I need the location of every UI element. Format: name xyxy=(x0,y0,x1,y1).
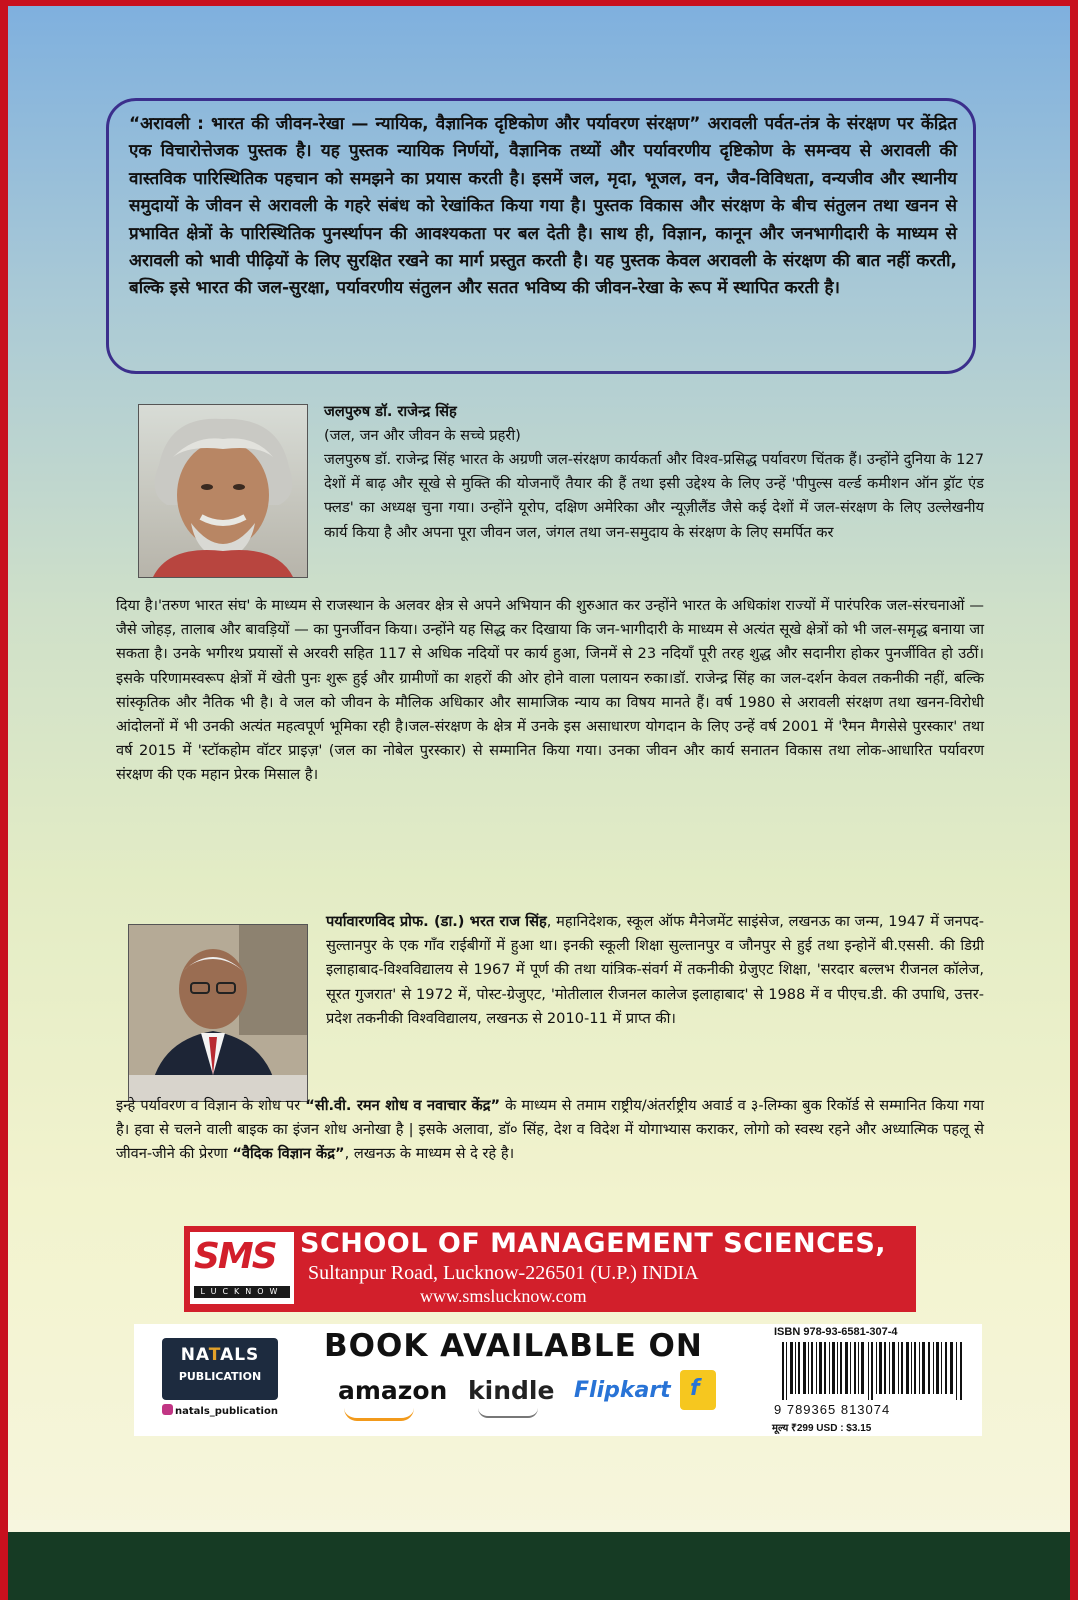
footer-strip xyxy=(8,1520,1070,1532)
natals-logo-b: ALS xyxy=(220,1345,260,1365)
sms-school-name: SCHOOL OF MANAGEMENT SCIENCES, xyxy=(300,1228,887,1259)
author2-bio-column xyxy=(326,910,984,1031)
author2-bio-part2-a: इन्हे पर्यावरण व विज्ञान के शोध पर xyxy=(116,1097,306,1114)
natals-logo-name xyxy=(162,1345,278,1365)
author2-bio-part2-container xyxy=(116,1094,984,1167)
instagram-handle xyxy=(162,1404,278,1417)
vedic-vigyan-centre: “वैदिक विज्ञान केंद्र” xyxy=(232,1145,345,1163)
footer-bar xyxy=(8,1532,1070,1600)
sms-website: www.smslucknow.com xyxy=(420,1286,587,1306)
kindle-logo: kindle xyxy=(468,1376,555,1405)
cv-raman-centre: “सी.वी. रमन शोध व नवाचार केंद्र” xyxy=(305,1097,501,1114)
instagram-icon xyxy=(162,1404,173,1415)
natals-logo-a: NA xyxy=(180,1345,209,1365)
author2-bio-full xyxy=(116,1094,984,1167)
author1-bio-part2: दिया है।'तरुण भारत संघ' के माध्यम से राजस्थान के अलवर क्षेत्र से अपने अभियान की शुरुआत कर उन्होंने भारत के अधिकांश राज्यों में पारंपरिक जल-संरचनाओं — जैसे जोहड़, तालाब और बावड़ियों — का पुनर्जीवन किया। उन्होंने यह सिद्ध कर दिखाया कि जन-भागीदारी के माध्यम से अत्यंत सूखे क्षेत्रों को भी जल-समृद्ध बनाया जा सकता है। उनके भगीरथ प्रयासों से अरवरी सहित 117 से अधिक नदियों पर कार्य हुआ, जिनमें से 23 नदियाँ पूरी तरह शुद्ध और सदानीरा होकर पुनर्जीवित हो उठीं। इसके परिणामस्वरूप क्षेत्रों में खेती पुनः शुरू हुई और ग्रामीणों का शहरों की ओर होने वाला पलायन रुका।डॉ. राजेन्द्र सिंह का जल-दर्शन केवल तकनीकी नहीं, बल्कि सांस्कृतिक और नैतिक भी है। वे जल को जीवन के मौलिक अधिकार और सामाजिक न्याय का विषय मानते हैं। वर्ष 1980 से अरावली संरक्षण तथा खनन-विरोधी आंदोलनों में भी उनकी अत्यंत महत्वपूर्ण भूमिका रही है।जल-संरक्षण के क्षेत्र में उनके इस असाधारण योगदान के लिए उन्हें वर्ष 2001 में 'रैमन मैगसेसे पुरस्कार' तथा वर्ष 2015 में 'स्टॉकहोम वॉटर प्राइज़' (जल का नोबेल पुरस्कार) से सम्मानित किया गया। उनका जीवन और कार्य सनातन विकास तथा लोक-आधारित पर्यावरण संरक्षण की एक महान प्रेरक मिसाल है। xyxy=(116,597,984,784)
natals-logo-t: T xyxy=(208,1345,221,1365)
author2-bio-part2-b: के माध्यम से तमाम राष्ट्रीय/अंतर्राष्ट्रीय अवार्ड व ३-लिम्का बुक रिकॉर्ड से सम्मानित किया गया है। हवा से चलने वाली बाइक का इंजन शोध अनोखा है | इसके अलावा, डॉ० सिंह, देश व विदेश में योगाभ्यास कराकर, लोगो को स्वस्थ रहने और अध्यात्मिक पहलू से जीवन-जीने की प्रेरणा xyxy=(116,1097,984,1163)
flipkart-bag-letter: f xyxy=(690,1376,700,1401)
author1-tagline: (जल, जन और जीवन के सच्चे प्रहरी) xyxy=(324,427,521,445)
author2-bio-part1: , महानिदेशक, स्कूल ऑफ मैनेजमेंट साइंसेज, लखनऊ का जन्म, 1947 में जनपद-सुल्तानपुर के एक गाँव राईबीगों में हुआ था। इनकी स्कूली शिक्षा सुल्तानपुर व जौनपुर से हुई तथा इन्होनें बी.एससी. की डिग्री इलाहाबाद-विश्वविद्यालय से 1967 में पूर्ण की तथा यांत्रिक-संवर्ग में तकनीकी ग्रेजुएट शिक्षा, 'सरदार बल्लभ रीजनल कॉलेज, सूरत गुजरात' से 1972 में, पोस्ट-ग्रेजुएट, 'मोतीलाल रीजनल कालेज इलाहाबाद' से 1988 में व पीएच.डी. की उपाधि, उत्तर-प्रदेश तकनीकी विश्वविद्यालय, लखनऊ से 2010-11 में प्राप्त की। xyxy=(326,913,984,1027)
book-blurb-box xyxy=(106,98,976,374)
amazon-logo: amazon xyxy=(338,1376,448,1405)
kindle-smile-icon xyxy=(478,1408,538,1418)
author1-photo xyxy=(138,404,308,578)
instagram-handle-text: natals_publication xyxy=(175,1406,278,1417)
book-available-heading: BOOK AVAILABLE ON xyxy=(324,1328,703,1364)
sms-logo xyxy=(190,1232,294,1304)
flipkart-logo: Flipkart xyxy=(574,1378,671,1403)
author1-name: जलपुरुष डॉ. राजेन्द्र सिंह xyxy=(324,403,457,420)
natals-publication-logo xyxy=(162,1338,278,1400)
sms-logo-letters: SMS xyxy=(194,1236,276,1277)
author2-photo xyxy=(128,924,308,1102)
natals-logo-publication: PUBLICATION xyxy=(178,1370,262,1383)
author2-bio-part1-container xyxy=(326,910,984,1031)
author2-name: पर्यावारणविद प्रोफ. (डा.) भरत राज सिंह xyxy=(326,913,547,930)
sms-address: Sultanpur Road, Lucknow-226501 (U.P.) INDIA xyxy=(308,1262,699,1284)
barcode-digits: 9 789365 813074 xyxy=(774,1402,891,1417)
author1-bio-full xyxy=(116,594,984,788)
amazon-smile-icon xyxy=(344,1408,414,1421)
sms-logo-sub: LUCKNOW xyxy=(194,1286,290,1298)
flipkart-bag-icon xyxy=(680,1370,716,1410)
price-label: मूल्य ₹299 USD : $3.15 xyxy=(772,1423,872,1434)
sms-banner xyxy=(184,1226,916,1312)
author2-bio-part2-c: , लखनऊ के माध्यम से दे रहे है। xyxy=(344,1145,515,1163)
barcode-icon xyxy=(782,1342,964,1400)
availability-panel xyxy=(134,1324,982,1436)
isbn-label: ISBN 978-93-6581-307-4 xyxy=(774,1326,898,1338)
book-blurb-text: “अरावली : भारत की जीवन-रेखा — न्यायिक, वैज्ञानिक दृष्टिकोण और पर्यावरण संरक्षण” अरावली पर्वत-तंत्र के संरक्षण पर केंद्रित एक विचारोत्तेजक पुस्तक है। यह पुस्तक न्यायिक निर्णयों, वैज्ञानिक तथ्यों और पर्यावरणीय दृष्टिकोण के समन्वय से अरावली की वास्तविक पारिस्थितिक पहचान को समझने का प्रयास करती है। इसमें जल, मृदा, भूजल, वन, जैव-विविधता, वन्यजीव और स्थानीय समुदायों के जीवन से अरावली के गहरे संबंध को रेखांकित किया गया है। पुस्तक विकास और संरक्षण के बीच संतुलन तथा खनन से प्रभावित क्षेत्रों के पारिस्थितिक पुनर्स्थापन की आवश्यकता पर बल देती है। साथ ही, विज्ञान, कानून और जनभागीदारी के माध्यम से अरावली को भावी पीढ़ियों के लिए सुरक्षित रखने का मार्ग प्रस्तुत करती है। यह पुस्तक केवल अरावली के संरक्षण की बात नहीं करती, बल्कि इसे भारत की जल-सुरक्षा, पर्यावरणीय संतुलन और सतत भविष्य की जीवन-रेखा के रूप में स्थापित करती है। xyxy=(129,114,957,299)
author1-bio-part1: जलपुरुष डॉ. राजेन्द्र सिंह भारत के अग्रणी जल-संरक्षण कार्यकर्ता और विश्व-प्रसिद्ध पर्यावरण चिंतक हैं। उन्होंने दुनिया के 127 देशों में बाढ़ और सूखे से मुक्ति की योजनाएँ तैयार की हैं तथा इसी उद्देश्य के लिए उन्हें 'पीपुल्स वर्ल्ड कमीशन ऑन ड्रॉट एंड फ्लड' का अध्यक्ष चुना गया। उन्होंने यूरोप, दक्षिण अमेरिका और न्यूज़ीलैंड जैसे कई देशों में जल-संरक्षण के लिए उल्लेखनीय कार्य किया है और अपना पूरा जीवन जल, जंगल तथा जन-समुदाय के संरक्षण के लिए समर्पित कर xyxy=(324,451,984,541)
author1-bio-column xyxy=(324,448,984,545)
author1-header xyxy=(324,400,984,448)
